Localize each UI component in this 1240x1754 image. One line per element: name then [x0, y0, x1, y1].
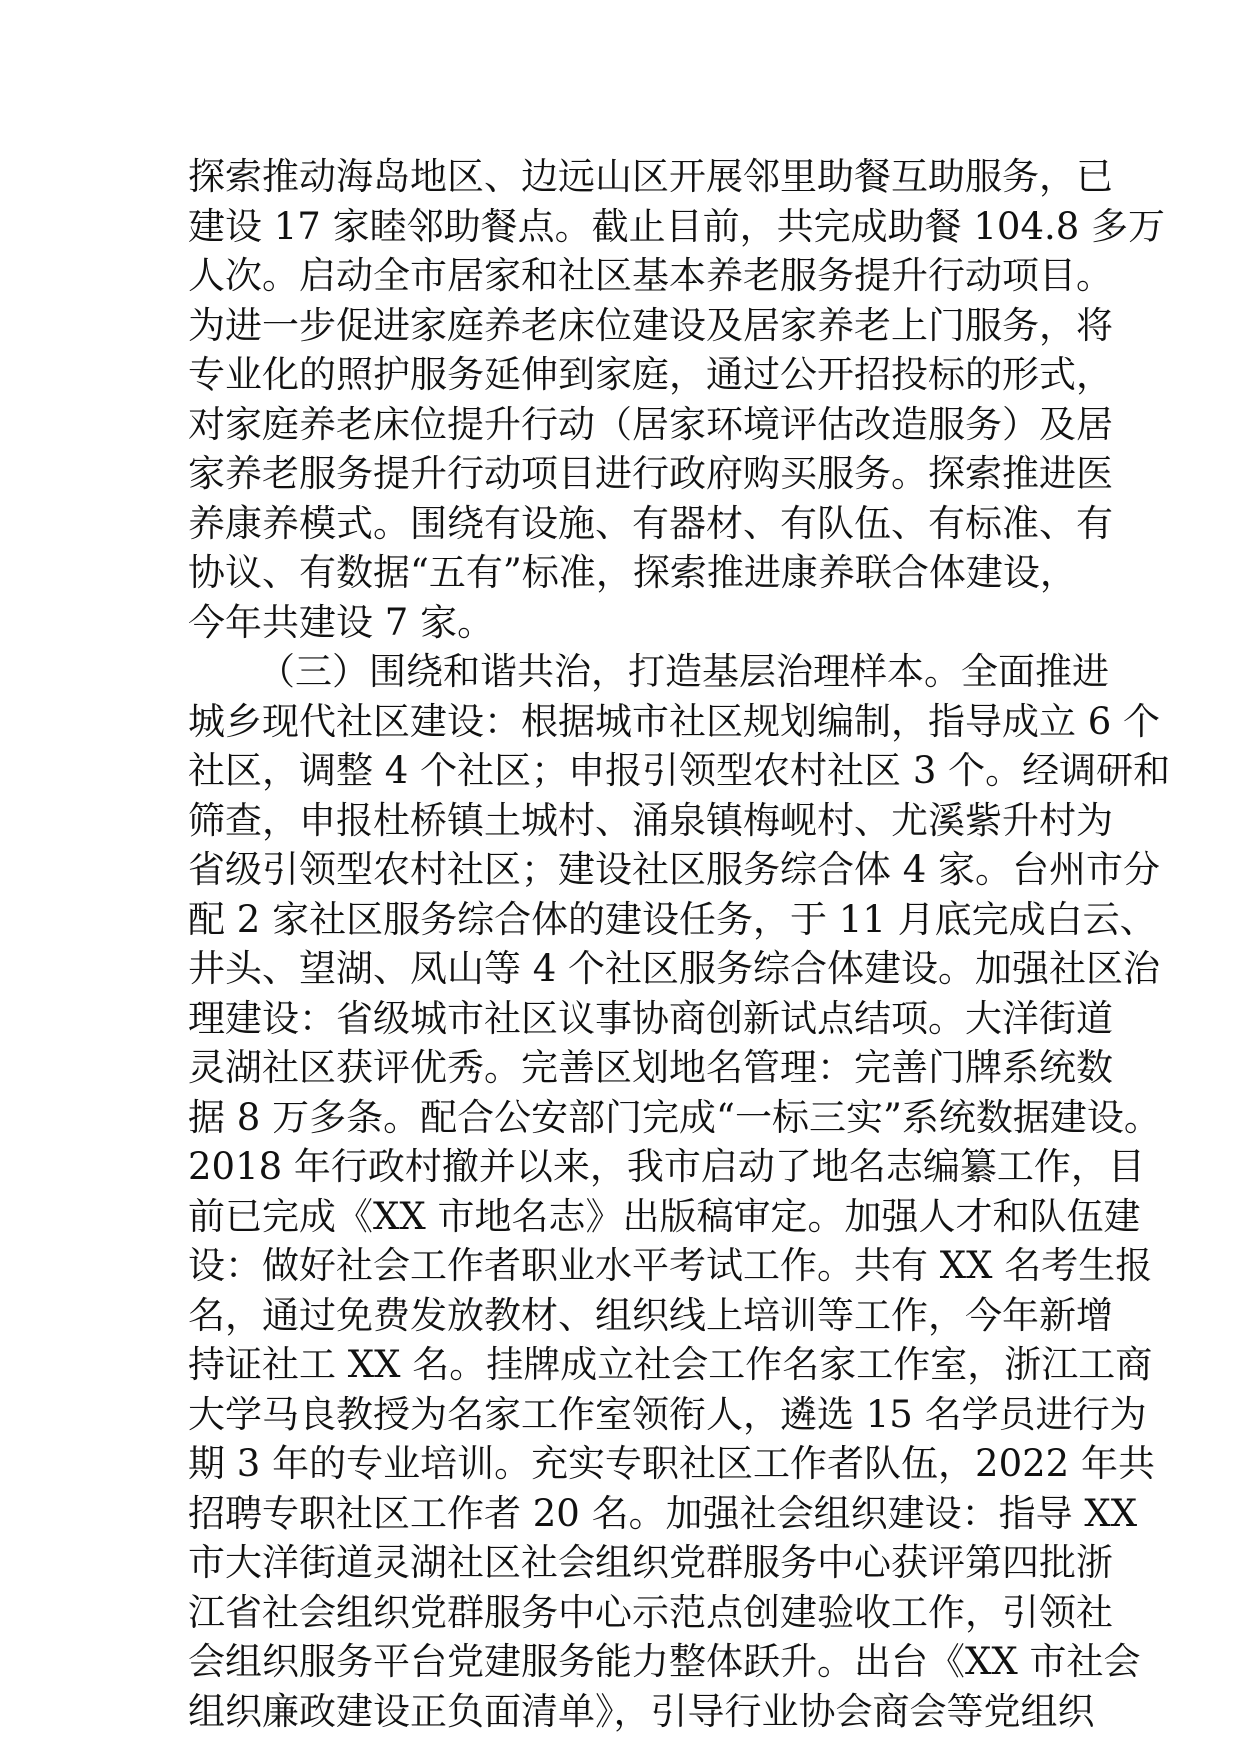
text-line: 持证社工 XX 名。挂牌成立社会工作名家工作室，浙江工商	[188, 1343, 1153, 1386]
text-line: 城乡现代社区建设：根据城市社区规划编制，指导成立 6 个	[188, 699, 1161, 743]
text-line: 为进一步促进家庭养老床位建设及居家养老上门服务，将	[188, 303, 1113, 347]
text-line: 社区，调整 4 个社区；申报引领型农村社区 3 个。经调研和	[188, 749, 1171, 792]
text-line: 会组织服务平台党建服务能力整体跃升。出台《XX 市社会	[188, 1640, 1141, 1683]
text-line: 对家庭养老床位提升行动（居家环境评估改造服务）及居	[188, 402, 1113, 446]
text-line: 据 8 万多条。配合公安部门完成“一标三实”系统数据建设。	[188, 1095, 1161, 1139]
text-line: 专业化的照护服务延伸到家庭，通过公开招投标的形式，	[188, 353, 1113, 396]
text-line: 2018 年行政村撤并以来，我市启动了地名志编纂工作，目	[188, 1145, 1145, 1188]
text-line: 前已完成《XX 市地名志》出版稿审定。加强人才和队伍建	[188, 1194, 1141, 1238]
text-line: 大学马良教授为名家工作室领衔人，遴选 15 名学员进行为	[188, 1392, 1147, 1436]
text-line: 设：做好社会工作者职业水平考试工作。共有 XX 名考生报	[188, 1244, 1153, 1287]
text-line: 家养老服务提升行动项目进行政府购买服务。探索推进医	[188, 452, 1113, 495]
text-line: 江省社会组织党群服务中心示范点创建验收工作，引领社	[188, 1590, 1113, 1634]
section-heading-line: （三）围绕和谐共治，打造基层治理样本。全面推进	[258, 650, 1109, 693]
text-line: 今年共建设 7 家。	[188, 600, 495, 644]
text-line: 期 3 年的专业培训。充实专职社区工作者队伍，2022 年共	[188, 1442, 1155, 1485]
text-line: 灵湖社区获评优秀。完善区划地名管理：完善门牌系统数	[188, 1046, 1113, 1089]
text-line: 组织廉政建设正负面清单》，引导行业协会商会等党组织	[188, 1689, 1095, 1733]
text-line: 协议、有数据“五有”标准，探索推进康养联合体建设，	[188, 551, 1077, 594]
text-line: 配 2 家社区服务综合体的建设任务，于 11 月底完成白云、	[188, 897, 1157, 941]
text-line: 建设 17 家睦邻助餐点。截止目前，共完成助餐 104.8 多万	[188, 204, 1166, 248]
text-line: 探索推动海岛地区、边远山区开展邻里助餐互助服务，已	[188, 155, 1113, 198]
text-line: 人次。启动全市居家和社区基本养老服务提升行动项目。	[188, 254, 1113, 297]
text-line: 招聘专职社区工作者 20 名。加强社会组织建设：指导 XX	[188, 1491, 1138, 1535]
text-line: 名，通过免费发放教材、组织线上培训等工作，今年新增	[188, 1293, 1113, 1337]
text-line: 养康养模式。围绕有设施、有器材、有队伍、有标准、有	[188, 501, 1113, 545]
text-line: 省级引领型农村社区；建设社区服务综合体 4 家。台州市分	[188, 848, 1161, 891]
text-line: 理建设：省级城市社区议事协商创新试点结项。大洋街道	[188, 996, 1113, 1040]
body-text	[188, 152, 1171, 1736]
text-line: 市大洋街道灵湖社区社会组织党群服务中心获评第四批浙	[188, 1541, 1113, 1584]
text-line: 井头、望湖、凤山等 4 个社区服务综合体建设。加强社区治	[188, 947, 1161, 990]
text-line: 筛查，申报杜桥镇土城村、涌泉镇梅岘村、尤溪紫升村为	[188, 798, 1113, 842]
